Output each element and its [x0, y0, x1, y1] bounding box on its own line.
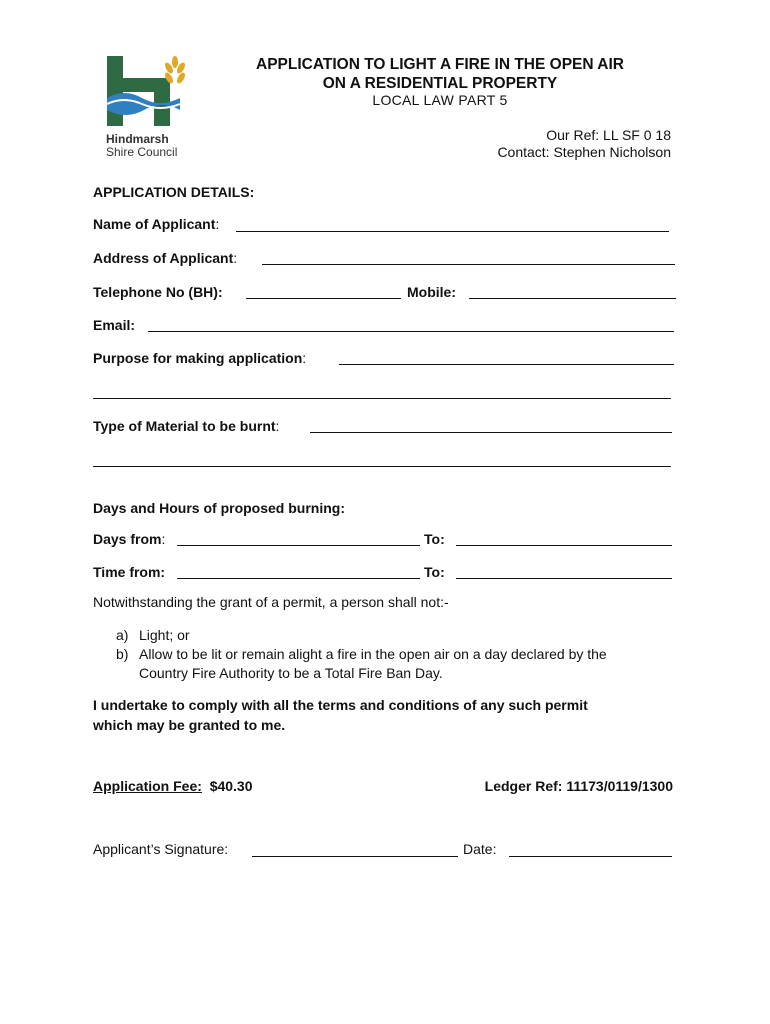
- conditions-intro: Notwithstanding the grant of a permit, a person shall not:-: [93, 594, 449, 610]
- undertaking: [93, 695, 588, 735]
- name-field[interactable]: [236, 231, 669, 232]
- logo-name-line1: Hindmarsh: [106, 132, 169, 146]
- telephone-field[interactable]: [246, 298, 401, 299]
- email-field[interactable]: [148, 331, 674, 332]
- material-field[interactable]: [310, 432, 672, 433]
- undertaking-line1: I undertake to comply with all the terms and conditions of any such permit: [93, 697, 588, 713]
- logo-name-line2: Shire Council: [106, 145, 178, 159]
- purpose-label: Purpose for making application:: [93, 350, 307, 366]
- list-item: [116, 645, 686, 683]
- list-item-text-line2: Country Fire Authority to be a Total Fire Ban Day.: [139, 665, 443, 681]
- time-to-label: To:: [424, 564, 445, 580]
- list-item: [116, 626, 686, 645]
- section-heading: APPLICATION DETAILS:: [93, 184, 255, 200]
- contact: Contact: Stephen Nicholson: [497, 144, 671, 160]
- logo-emblem-icon: [104, 52, 188, 128]
- council-logo: [104, 52, 188, 159]
- days-to-label: To:: [424, 531, 445, 547]
- material-field-continued[interactable]: [93, 466, 671, 467]
- signature-field[interactable]: [252, 856, 458, 857]
- address-field[interactable]: [262, 264, 675, 265]
- material-label: Type of Material to be burnt:: [93, 418, 280, 434]
- conditions-list: [116, 626, 686, 683]
- days-from-field[interactable]: [177, 545, 420, 546]
- time-from-field[interactable]: [177, 578, 420, 579]
- list-item-text: Light; or: [139, 627, 190, 643]
- name-label: Name of Applicant:: [93, 216, 220, 232]
- time-from-label: Time from:: [93, 564, 166, 580]
- purpose-field[interactable]: [339, 364, 674, 365]
- document-subtitle: LOCAL LAW PART 5: [372, 92, 508, 108]
- purpose-field-continued[interactable]: [93, 398, 671, 399]
- telephone-label: Telephone No (BH):: [93, 284, 223, 300]
- document-title-line2: ON A RESIDENTIAL PROPERTY: [322, 75, 558, 92]
- days-to-field[interactable]: [456, 545, 672, 546]
- time-to-field[interactable]: [456, 578, 672, 579]
- application-fee: [93, 778, 253, 794]
- list-marker: a): [116, 627, 129, 643]
- days-hours-heading: Days and Hours of proposed burning:: [93, 500, 346, 516]
- list-item-text-line1: Allow to be lit or remain alight a fire in the open air on a day declared by the: [139, 646, 607, 662]
- mobile-label: Mobile:: [407, 284, 456, 300]
- days-from-label: Days from:: [93, 531, 166, 547]
- date-field[interactable]: [509, 856, 672, 857]
- fee-label: Application Fee:: [93, 778, 202, 794]
- undertaking-line2: which may be granted to me.: [93, 717, 286, 733]
- email-label: Email:: [93, 317, 136, 333]
- list-marker: b): [116, 646, 129, 662]
- ledger-ref: Ledger Ref: 11173/0119/1300: [484, 778, 673, 794]
- address-label: Address of Applicant:: [93, 250, 238, 266]
- document-title-line1: APPLICATION TO LIGHT A FIRE IN THE OPEN AIR: [256, 56, 624, 73]
- fee-value: $40.30: [209, 778, 253, 794]
- signature-label: Applicant’s Signature:: [93, 841, 229, 857]
- our-ref: Our Ref: LL SF 0 18: [546, 127, 671, 143]
- date-label: Date:: [463, 841, 497, 857]
- mobile-field[interactable]: [469, 298, 676, 299]
